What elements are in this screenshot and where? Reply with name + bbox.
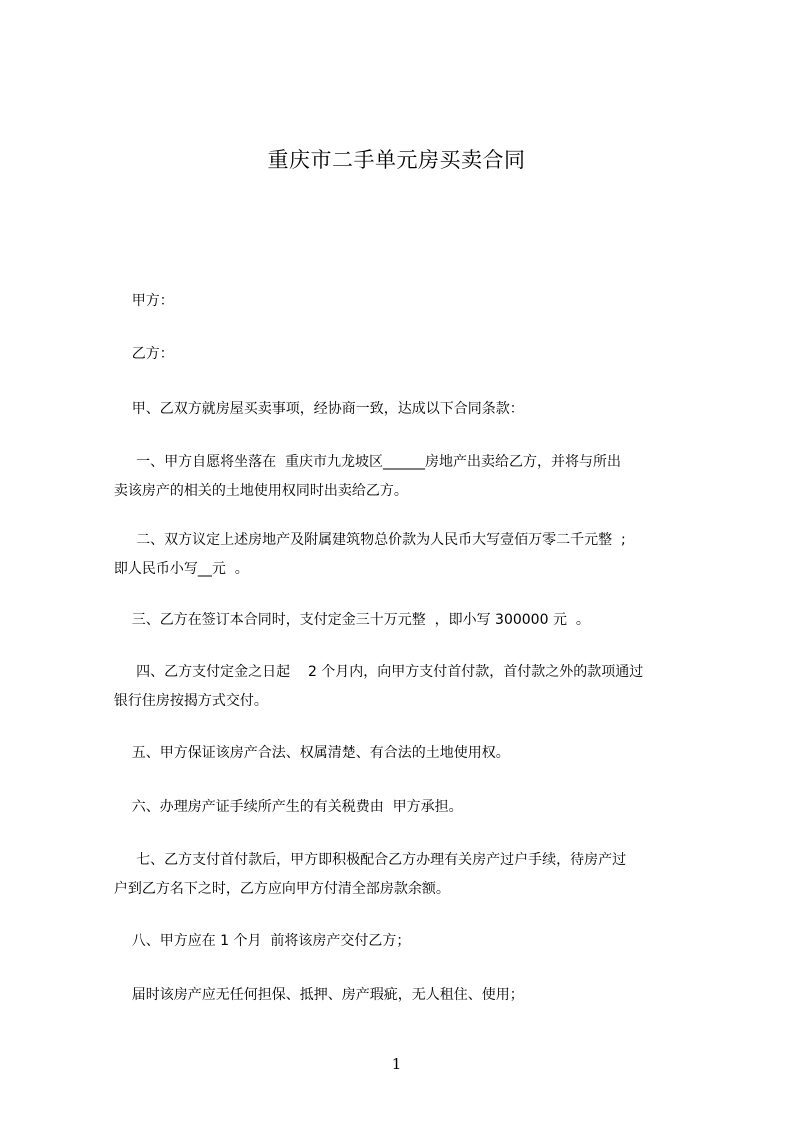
clause-1-line-2: 卖该房产的相关的土地使用权同时出卖给乙方。 [105,483,408,499]
page-number: 1 [391,1055,402,1073]
clause-6: 六、办理房产证手续所产生的有关税费由 甲方承担。 [105,799,463,815]
clause-4-line-2: 银行住房按揭方式交付。 [105,693,268,709]
clause-7-line-2: 户到乙方名下之时，乙方应向甲方付清全部房款余额。 [105,881,450,897]
clause-4-line-1: 四、乙方支付定金之日起 2 个月内，向甲方支付首付款，首付款之外的款项通过 [105,664,644,680]
clause-3: 三、乙方在签订本合同时，支付定金三十万元整 ，即小写 300000 元 。 [105,612,590,628]
clause-8-detail: 届时该房产应无任何担保、抵押、房产瑕疵，无人租住、使用； [105,987,524,1003]
clause-1-line-1: 一、甲方自愿将坐落在 重庆市九龙坡区______房地产出卖给乙方，并将与所出 [105,454,622,470]
document-title: 重庆市二手单元房买卖合同 [267,148,526,172]
party-a-line: 甲方： [105,293,174,309]
clause-2-line-2: 即人民币小写__元 。 [105,561,249,577]
clause-7-line-1: 七、乙方支付首付款后，甲方即积极配合乙方办理有关房产过户手续，待房产过 [105,852,627,868]
party-b-line: 乙方： [105,346,174,362]
clause-8: 八、甲方应在 1 个月 前将该房产交付乙方； [105,933,411,949]
clause-5: 五、甲方保证该房产合法、权属清楚、有合法的土地使用权。 [105,745,510,761]
intro-paragraph: 甲、乙双方就房屋买卖事项，经协商一致，达成以下合同条款： [105,401,524,417]
clause-2-line-1: 二、双方议定上述房地产及附属建筑物总价款为人民币大写壹佰万零二千元整 ; [105,532,626,548]
